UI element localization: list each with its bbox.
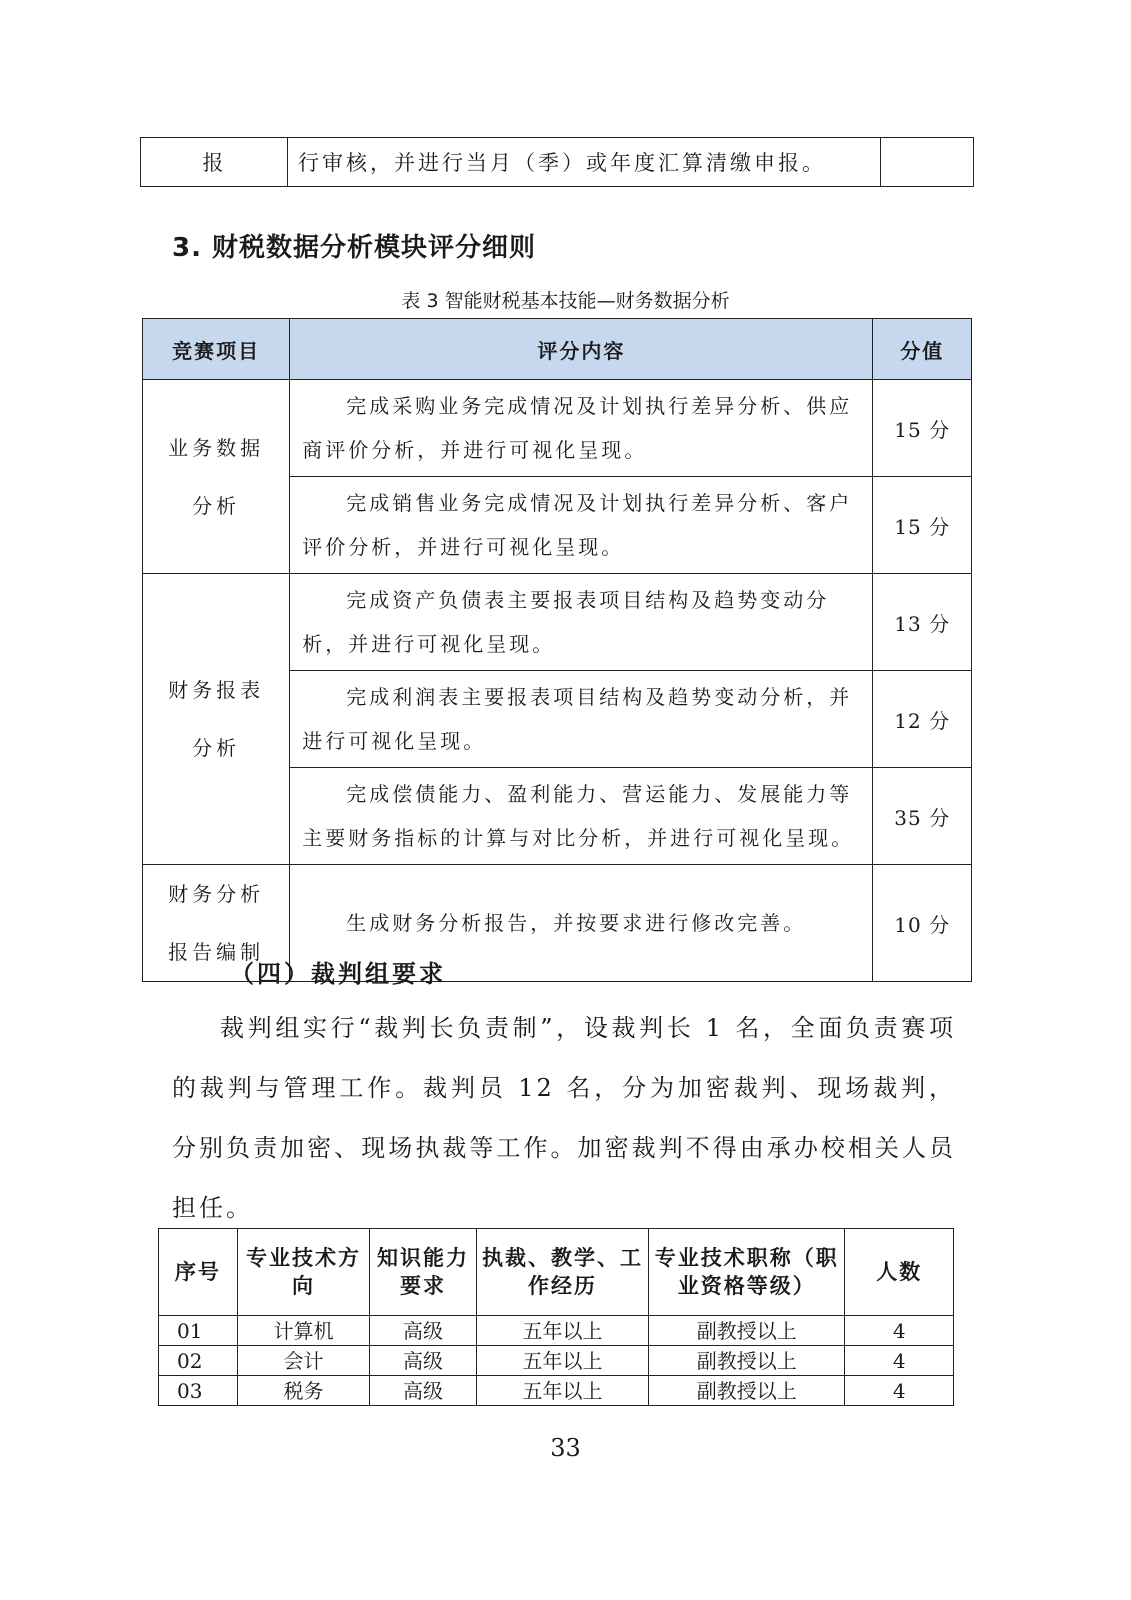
- page-number: 33: [550, 1434, 581, 1462]
- column-header: 竞赛项目: [143, 319, 290, 380]
- column-header: 专业技术方向: [237, 1229, 369, 1316]
- column-header: 执裁、教学、工作经历: [476, 1229, 648, 1316]
- item-line: 财务分析: [168, 882, 265, 906]
- column-header: 知识能力要求: [370, 1229, 477, 1316]
- table-cell: 会计: [237, 1346, 369, 1376]
- score-cell: 10 分: [873, 865, 972, 982]
- item-line: 业务数据: [168, 435, 265, 460]
- competition-item-cell: [143, 380, 290, 574]
- column-header: 分值: [873, 319, 972, 380]
- table-cell: 高级: [370, 1376, 477, 1406]
- judge-table: [158, 1228, 954, 1406]
- table-caption: 表 3 智能财税基本技能—财务数据分析: [401, 290, 730, 312]
- table-cell: 4: [845, 1316, 954, 1346]
- scoring-content-cell: 完成利润表主要报表项目结构及趋势变动分析，并进行可视化呈现。: [290, 671, 873, 768]
- item-line: 分析: [192, 736, 241, 760]
- column-header: 专业技术职称（职业资格等级）: [649, 1229, 845, 1316]
- item-line: 报告编制: [168, 940, 265, 964]
- scoring-content-cell: 完成偿债能力、盈利能力、营运能力、发展能力等主要财务指标的计算与对比分析，并进行可视化呈现。: [290, 768, 873, 865]
- scoring-content-cell: 完成资产负债表主要报表项目结构及趋势变动分析，并进行可视化呈现。: [290, 574, 873, 671]
- item-line: 分析: [192, 493, 241, 518]
- table-cell: 五年以上: [476, 1376, 648, 1406]
- score-cell: 13 分: [873, 574, 972, 671]
- table-cell: 02: [159, 1346, 238, 1376]
- score-cell: 15 分: [873, 477, 972, 574]
- table-cell: 副教授以上: [649, 1346, 845, 1376]
- competition-item-cell: [143, 574, 290, 865]
- table-row: [141, 138, 974, 187]
- table-cell: [880, 138, 973, 187]
- scoring-table: [142, 318, 972, 982]
- table-cell: 副教授以上: [649, 1316, 845, 1346]
- table-cell: 五年以上: [476, 1316, 648, 1346]
- table-row: [143, 380, 972, 477]
- table-cell: 税务: [237, 1376, 369, 1406]
- scoring-content-cell: 完成采购业务完成情况及计划执行差异分析、供应商评价分析，并进行可视化呈现。: [290, 380, 873, 477]
- item-line: 财务报表: [168, 678, 265, 702]
- table-header-row: [143, 319, 972, 380]
- table-cell: 计算机: [237, 1316, 369, 1346]
- body-paragraph: 裁判组实行“裁判长负责制”，设裁判长 1 名，全面负责赛项的裁判与管理工作。裁判员 12 名，分为加密裁判、现场裁判，分别负责加密、现场执裁等工作。加密裁判不得由承办校相关人员担任。: [172, 1014, 956, 1222]
- table-cell: 报: [141, 138, 288, 187]
- table-row: [159, 1316, 954, 1346]
- score-cell: 15 分: [873, 380, 972, 477]
- scoring-content-cell: 完成销售业务完成情况及计划执行差异分析、客户评价分析，并进行可视化呈现。: [290, 477, 873, 574]
- continuation-table: [140, 137, 974, 187]
- table-cell: 高级: [370, 1316, 477, 1346]
- table-cell: 副教授以上: [649, 1376, 845, 1406]
- scoring-content-cell: 生成财务分析报告，并按要求进行修改完善。: [290, 865, 873, 982]
- section-heading: 3. 财税数据分析模块评分细则: [172, 233, 537, 263]
- table-cell: 4: [845, 1376, 954, 1406]
- table-cell: 03: [159, 1376, 238, 1406]
- table-cell: 五年以上: [476, 1346, 648, 1376]
- table-row: [159, 1346, 954, 1376]
- table-row: [143, 574, 972, 671]
- score-cell: 12 分: [873, 671, 972, 768]
- table-header-row: [159, 1229, 954, 1316]
- subheading: （四）裁判组要求: [230, 960, 446, 988]
- table-cell: 01: [159, 1316, 238, 1346]
- column-header: 评分内容: [290, 319, 873, 380]
- table-cell: 行审核，并进行当月（季）或年度汇算清缴申报。: [287, 138, 880, 187]
- column-header: 序号: [159, 1229, 238, 1316]
- table-cell: 高级: [370, 1346, 477, 1376]
- score-cell: 35 分: [873, 768, 972, 865]
- table-row: [159, 1376, 954, 1406]
- table-cell: 4: [845, 1346, 954, 1376]
- column-header: 人数: [845, 1229, 954, 1316]
